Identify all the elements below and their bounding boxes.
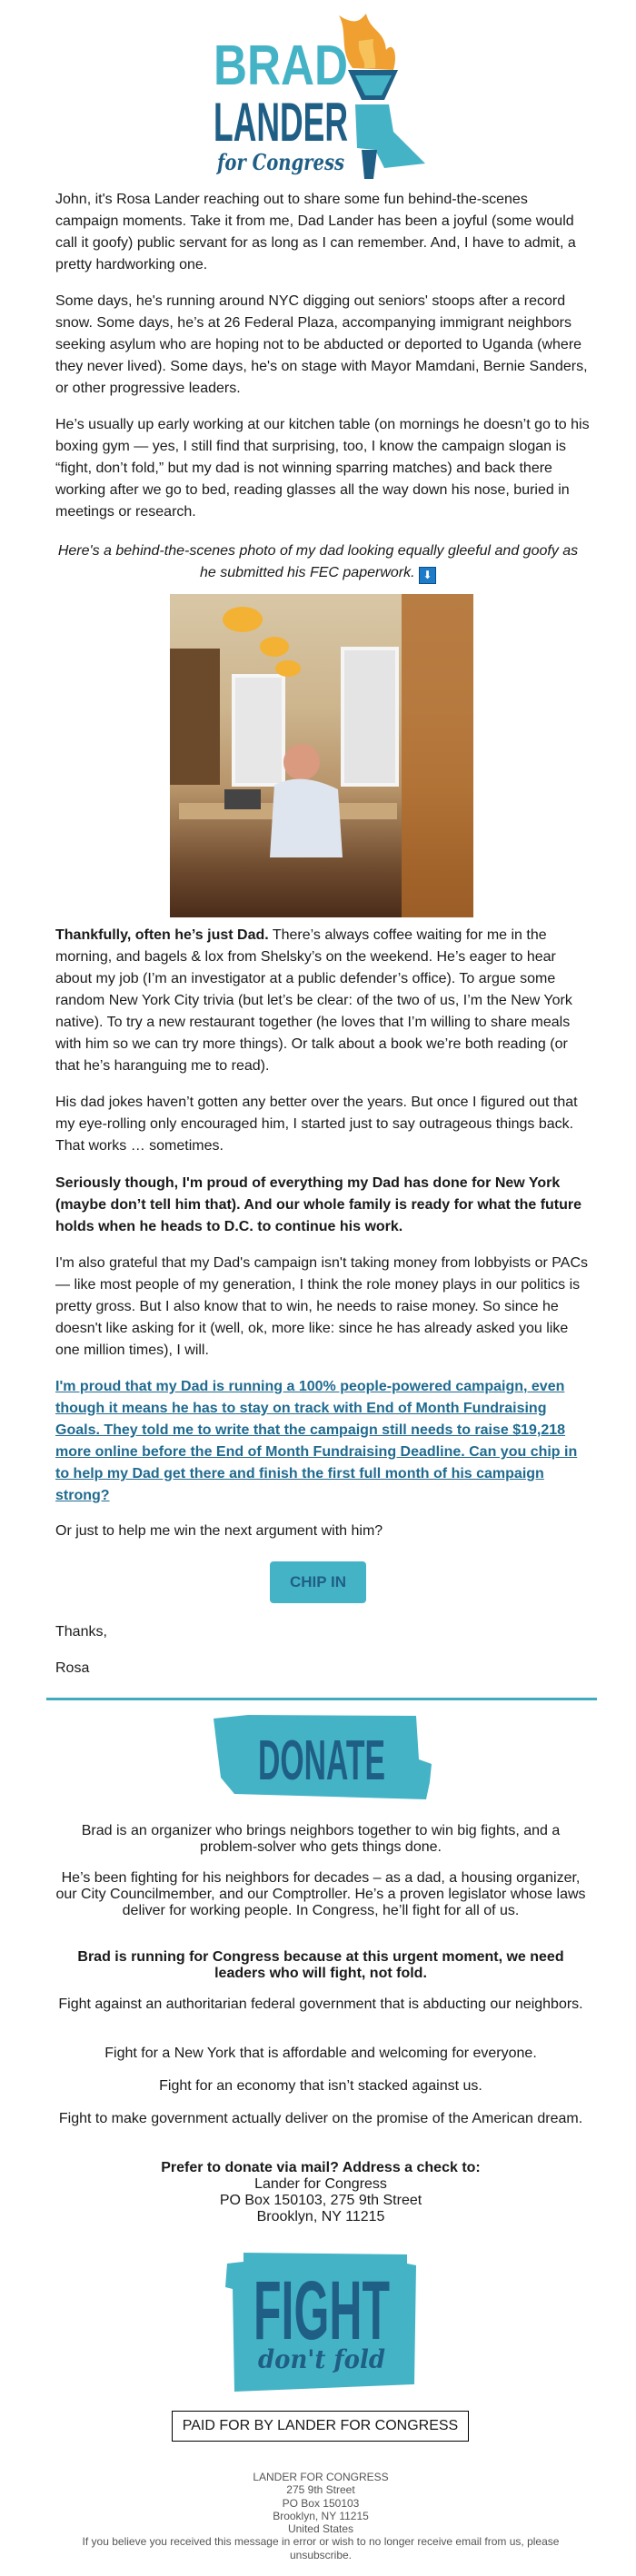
svg-text:FIGHT: FIGHT [253, 2264, 390, 2357]
fight-item: Fight for a New York that is affordable and welcoming for everyone. [104, 2046, 537, 2061]
fundraising-link[interactable]: I'm proud that my Dad is running a 100% people-powered campaign, even though it means he has to stay on track with End of Month Fundraising Goals. They told me to write that the campaign still needs to raise $19,218 more online before the End of Month Fundraising Deadline. Can you chip in to help my Dad get there and finish the first full month of his campaign strong? [55, 1379, 578, 1503]
fight-item: Fight against an authoritarian federal government that is abducting our neighbors. [58, 1996, 583, 2012]
donate-banner[interactable] [212, 1714, 432, 1800]
donate-about-2: He’s been fighting for his neighbors for decades – as a dad, a housing organizer, our City Councilmember, and our Comptroller. He’s a proven legislator whose laws deliver for working people. In Congress, he’ll fight for all of us. [55, 1870, 586, 1918]
section-divider [46, 1698, 597, 1700]
photo-dad-kitchen [170, 594, 473, 917]
unsubscribe-notice[interactable]: If you believe you received this message in error or wish to no longer receive email from us, please unsubscribe. [82, 2535, 560, 2561]
svg-text:for Congress: for Congress [215, 149, 345, 175]
down-arrow-icon: ⬇ [419, 567, 436, 584]
footer-org: LANDER FOR CONGRESS [253, 2471, 389, 2483]
paragraph-argument: Or just to help me win the next argument with him? [55, 1523, 383, 1539]
footer-po-box: PO Box 150103 [282, 2496, 360, 2510]
fight-item: Fight for an economy that isn’t stacked against us. [159, 2078, 482, 2094]
signature: Rosa [55, 1660, 90, 1676]
paragraph-some-days: Some days, he's running around NYC digging out seniors' stoops after a record snow. Some days, he’s at 26 Federal Plaza, accompanying immigrant neighbors seeking asylum who are hoping not to be abducted or deported to Uganda (where they never lived). Some days, he's on stage with Mayor Mamdani, Bernie Sanders, or other progressive leaders. [55, 293, 588, 396]
brad-lander-logo [212, 14, 432, 180]
fight-dont-fold-logo [225, 2253, 418, 2393]
svg-text:LANDER: LANDER [214, 92, 348, 153]
fight-item: Fight to make government actually deliver on the promise of the American dream. [58, 2111, 583, 2126]
photo-caption: Here's a behind-the-scenes photo of my dad looking equally gleeful and goofy as he submitted his FEC paperwork. ⬇ [50, 540, 586, 584]
footer-street: 275 9th Street [286, 2483, 355, 2497]
paragraph-grateful: I'm also grateful that my Dad's campaign isn't taking money from lobbyists or PACs — like most people of my generation, I think the role money plays in our politics is pretty gross. But I also know that to win, he needs to raise money. So since he doesn't like asking for it (well, ok, more like: since he has already asked you like one million times), I will. [55, 1255, 588, 1358]
paragraph-dad-jokes: His dad jokes haven’t gotten any better over the years. But once I figured out that my eye-rolling only encouraged him, I started just to say outrageous things back. That works … sometimes. [55, 1095, 578, 1154]
svg-text:BRAD: BRAD [214, 35, 348, 97]
mail-donation: Prefer to donate via mail? Address a check to: Lander for Congress PO Box 150103, 275 9th Street Brooklyn, NY 11215 [161, 2160, 481, 2224]
sign-off: Thanks, [55, 1624, 107, 1640]
paragraph-just-dad: Thankfully, often he’s just Dad. There’s always coffee waiting for me in the morning, and bagels & lox from Shelsky’s on the weekend. He’s eager to hear about my job (I’m an investigator at a public defender’s office). To argue some random New York City trivia (but let’s be clear: of the two of us, I’m the New York native). To try a new restaurant together (he loves that I’m willing to share meals with him so we can try more things). Or talk about a book we’re both reading (or that he’s haranguing me to read). [55, 927, 572, 1074]
donate-mission: Brad is running for Congress because at this urgent moment, we need leaders who will fight, not fold. [77, 1949, 564, 1981]
footer-country: United States [287, 2522, 354, 2536]
paragraph-proud: Seriously though, I'm proud of everything my Dad has done for New York (maybe don’t tell him that). And our whole family is ready for what the future holds when he heads to D.C. to continue his work. [55, 1175, 582, 1234]
footer [55, 2471, 587, 2561]
svg-text:don't fold: don't fold [258, 2344, 385, 2374]
svg-text:DONATE: DONATE [258, 1729, 385, 1792]
fundraising-link-paragraph [55, 1376, 590, 1507]
donate-about-1: Brad is an organizer who brings neighbors together to win big fights, and a problem-solver who gets things done. [81, 1823, 561, 1855]
chip-in-button[interactable]: CHIP IN [270, 1561, 366, 1603]
footer-city: Brooklyn, NY 11215 [273, 2509, 369, 2522]
paragraph-kitchen-table: He’s usually up early working at our kitchen table (on mornings he doesn’t go to his boxing gym — yes, I still find that surprising, too, I know the campaign slogan is “fight, don’t fold,” but my dad is not winning sparring matches) and back there working after we go to bed, reading glasses all the way down his nose, buried in meetings or research. [55, 417, 590, 520]
paid-for-disclaimer: PAID FOR BY LANDER FOR CONGRESS [172, 2411, 469, 2442]
paragraph-intro: John, it's Rosa Lander reaching out to share some fun behind-the-scenes campaign moments. Take it from me, Dad Lander has been a joyful (some would call it goofy) public servant for as long as I can remember. And, I have to admit, a pretty hardworking one. [55, 192, 576, 272]
